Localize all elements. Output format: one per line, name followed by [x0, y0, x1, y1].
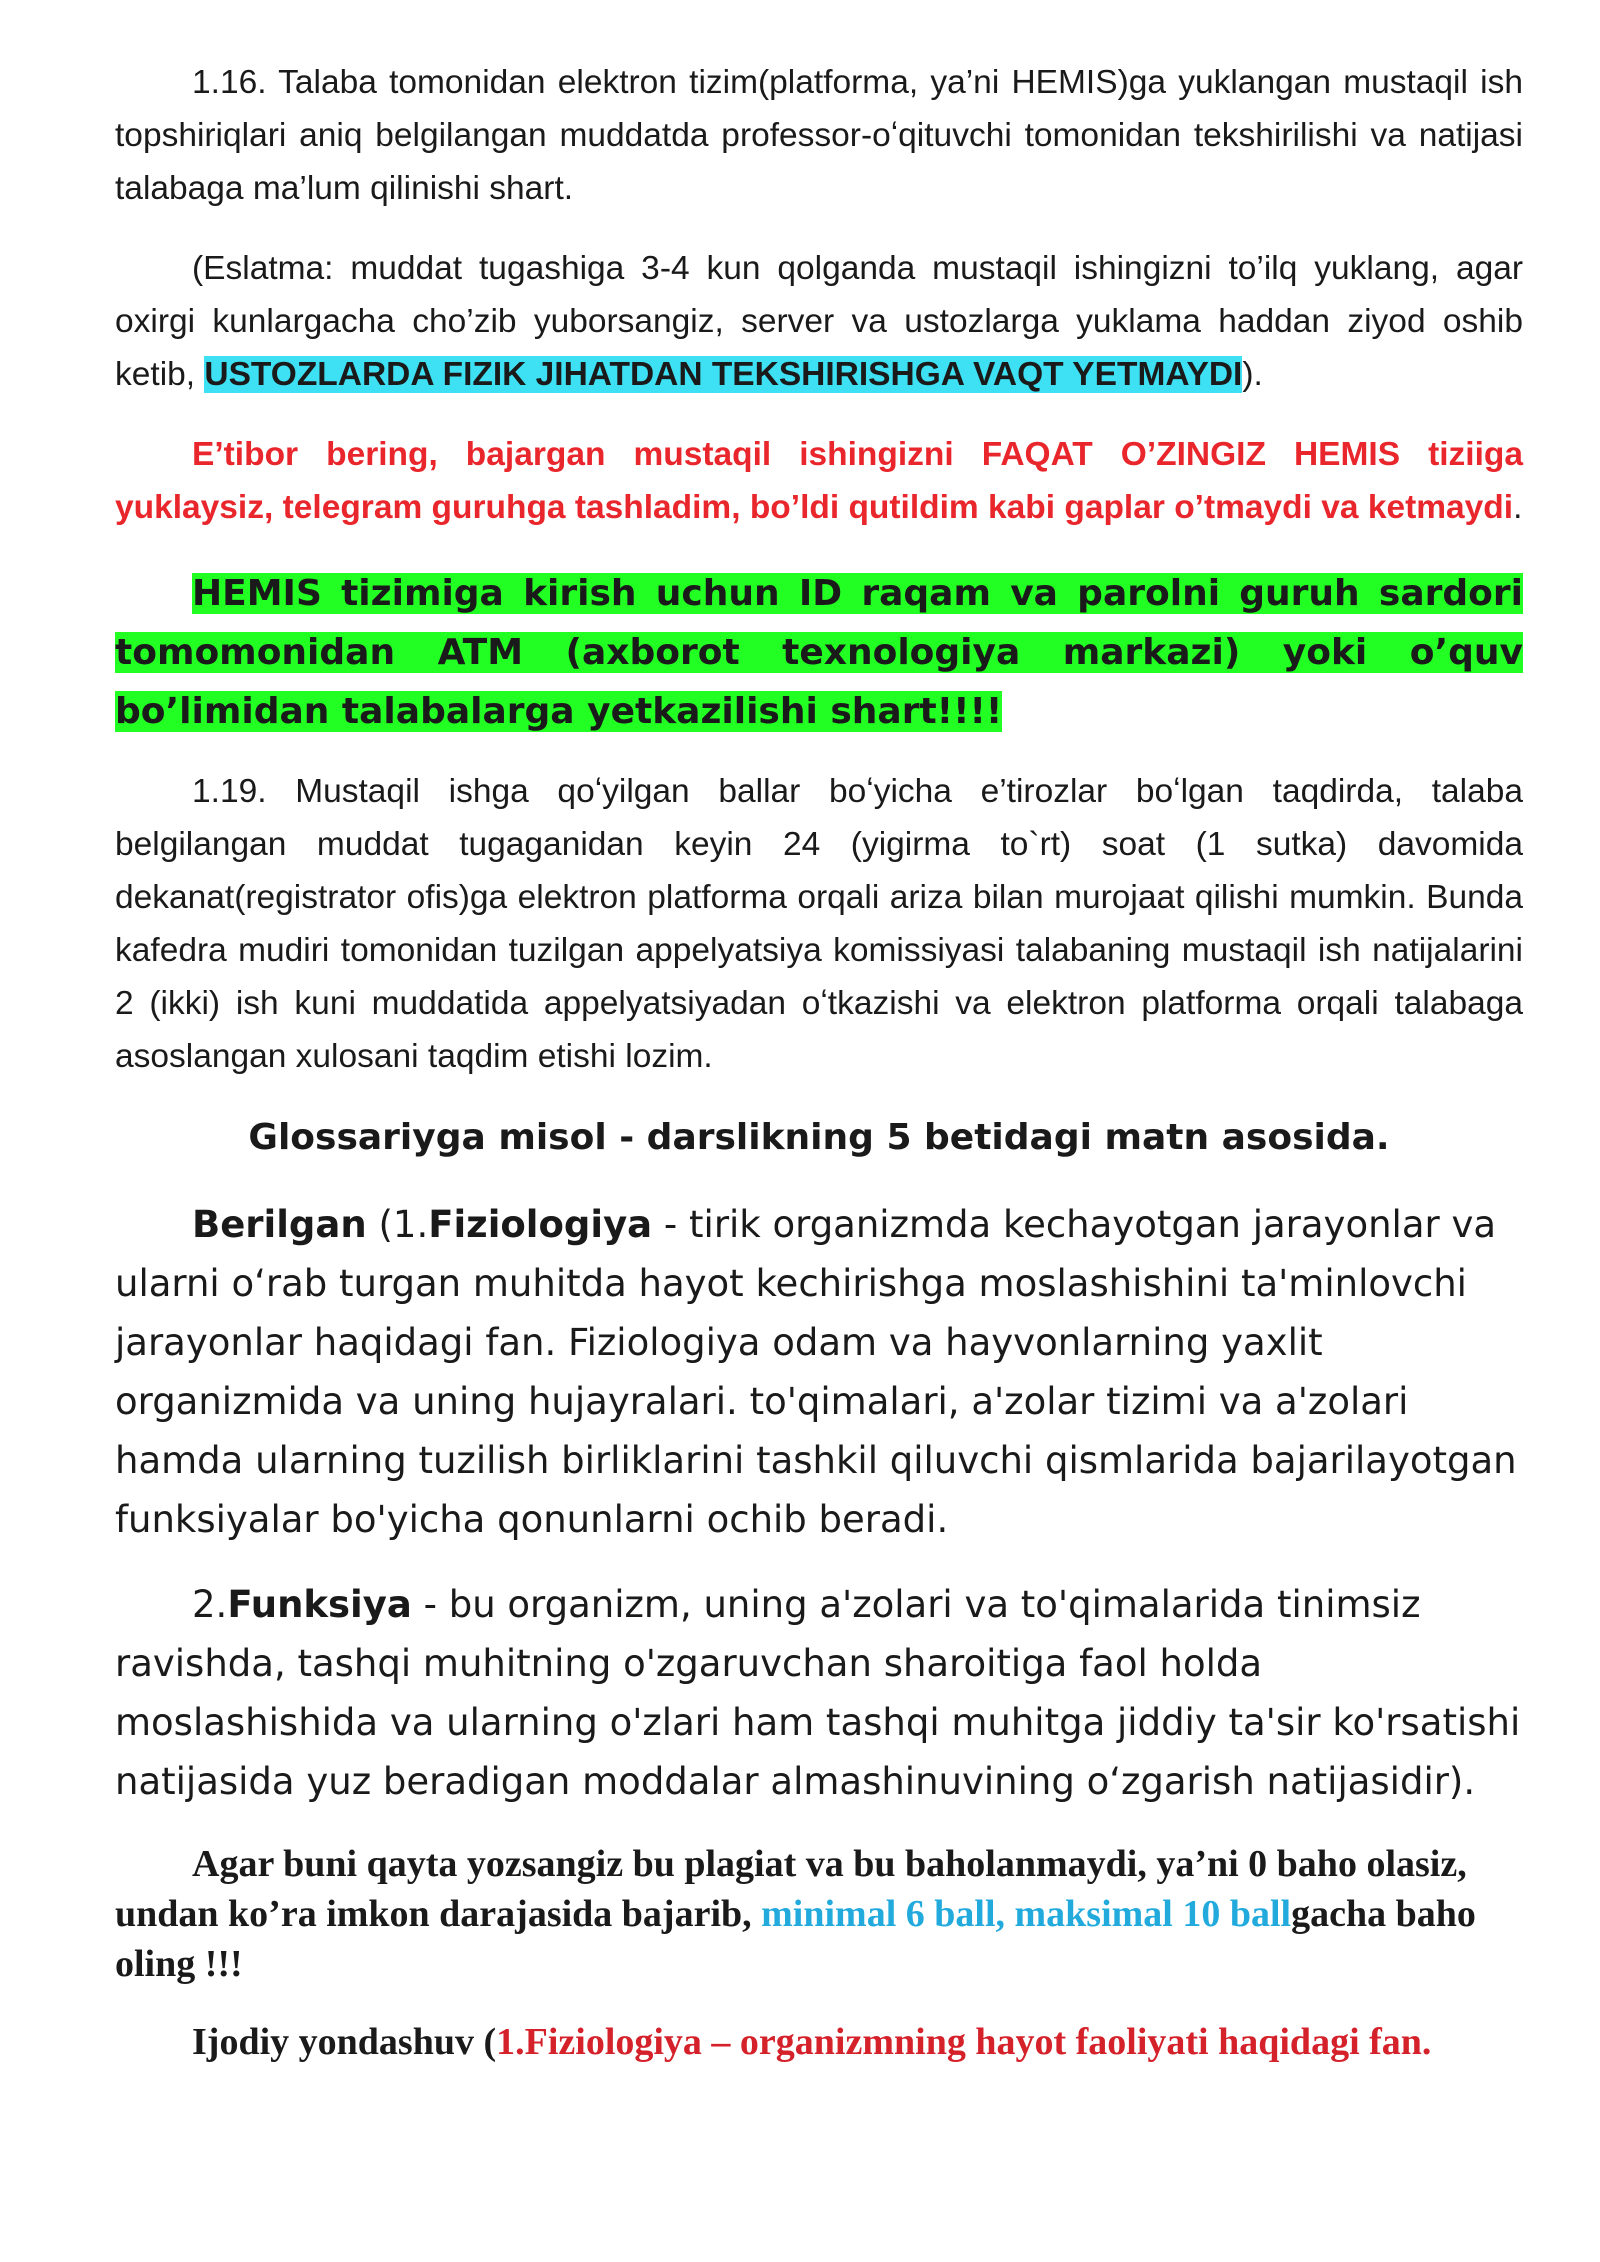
note-suffix: ).	[1242, 356, 1263, 393]
note-text: (Eslatma: muddat tugashiga 3-4 kun qolganda mustaqil ishingizni to’ilq yuklang, agar oxirgi kunlargacha cho’zib yuborsangiz, server va ustozlarga yuklama haddan ziyod oshib ketib,	[115, 250, 1523, 393]
glossary-heading: Glossariyga misol - darslikning 5 betidagi matn asosida.	[248, 1117, 1390, 1158]
paragraph-1-19	[115, 765, 1523, 1083]
score-range-highlight: minimal 6 ball, maksimal 10 ball	[761, 1893, 1292, 1935]
hemis-paragraph	[115, 564, 1523, 741]
note-paragraph	[115, 242, 1523, 401]
plagiat-text: Agar buni qayta yozsangiz bu plagiat va bu baholanmaydi, ya’ni 0 baho olasiz, undan ko’ra imkon darajasida bajarib,	[115, 1843, 1467, 1935]
warning-paragraph	[115, 428, 1523, 534]
ijodiy-label: Ijodiy yondashuv (	[192, 2021, 497, 2063]
hemis-highlighted-text: HEMIS tizimiga kirish uchun ID raqam va parolni guruh sardori tomomonidan ATM (axborot texnologiya markazi) yoki o’quv bo’limidan talabalarga yetkazilishi shart!!!!	[115, 573, 1523, 732]
berilgan-open: (1.	[366, 1203, 429, 1246]
warning-suffix: .	[1513, 489, 1523, 526]
berilgan-label: Berilgan	[192, 1203, 367, 1246]
fiziologiya-definition: - tirik organizmda kechayotgan jarayonlar va ularni oʻrab turgan muhitda hayot kechirishga moslashishini ta'minlovchi jarayonlar haqidagi fan. Fiziologiya odam va hayvonlarning yaxlit organizmida va uning hujayralari. to'qimalari, a'zolar tizimi va a'zolari hamda ularning tuzilish birliklarini tashkil qiluvchi qismlarida bajarilayotgan funksiyalar bo'yicha qonunlarni ochib beradi.	[115, 1203, 1517, 1541]
term-fiziologiya: Fiziologiya	[428, 1203, 653, 1246]
ijodiy-red-definition: 1.Fiziologiya – organizmning hayot faoliyati haqidagi fan.	[496, 2021, 1432, 2063]
term-funksiya: Funksiya	[227, 1583, 412, 1626]
paragraph-1-16-text: 1.16. Talaba tomonidan elektron tizim(platforma, ya’ni HEMIS)ga yuklangan mustaqil ish topshiriqlari aniq belgilangan muddatda professor-oʻqituvchi tomonidan tekshirilishi va natijasi talabaga ma’lum qilinishi shart.	[115, 64, 1523, 207]
funksiya-definition: - bu organizm, uning a'zolari va to'qimalarida tinimsiz ravishda, tashqi muhitning o'zgaruvchan sharoitiga faol holda moslashishida va ularning o'zlari ham tashqi muhitga jiddiy ta'sir ko'rsatishi natijasida yuz beradigan moddalar almashinuvining oʻzgarish natijasidir).	[115, 1583, 1521, 1803]
paragraph-1-19-text: 1.19. Mustaqil ishga qoʻyilgan ballar boʻyicha e’tirozlar boʻlgan taqdirda, talaba belgilangan muddat tugaganidan keyin 24 (yigirma to`rt) soat (1 sutka) davomida dekanat(registrator ofis)ga elektron platforma orqali ariza bilan murojaat qilishi mumkin. Bunda kafedra mudiri tomonidan tuzilgan appelyatsiya komissiyasi talabaning mustaqil ish natijalarini 2 (ikki) ish kuni muddatida appelyatsiyadan oʻtkazishi va elektron platforma orqali talabaga asoslangan xulosani taqdim etishi lozim.	[115, 773, 1523, 1075]
paragraph-1-16	[115, 56, 1523, 215]
funksiya-paragraph	[115, 1575, 1523, 1811]
ijodiy-paragraph	[115, 2017, 1523, 2067]
plagiat-suffix: gacha baho oling !!!	[115, 1893, 1476, 1985]
document-page	[115, 56, 1523, 2067]
note-highlight: USTOZLARDA FIZIK JIHATDAN TEKSHIRISHGA VAQT YETMAYDI	[204, 356, 1243, 393]
warning-text: E’tibor bering, bajargan mustaqil ishingizni FAQAT O’ZINGIZ HEMIS tiziiga yuklaysiz, telegram guruhga tashladim, bo’ldi qutildim kabi gaplar o’tmaydi va ketmaydi	[115, 436, 1523, 526]
berilgan-paragraph	[115, 1195, 1523, 1549]
funksiya-number: 2.	[192, 1583, 228, 1626]
plagiat-paragraph	[115, 1839, 1523, 1989]
